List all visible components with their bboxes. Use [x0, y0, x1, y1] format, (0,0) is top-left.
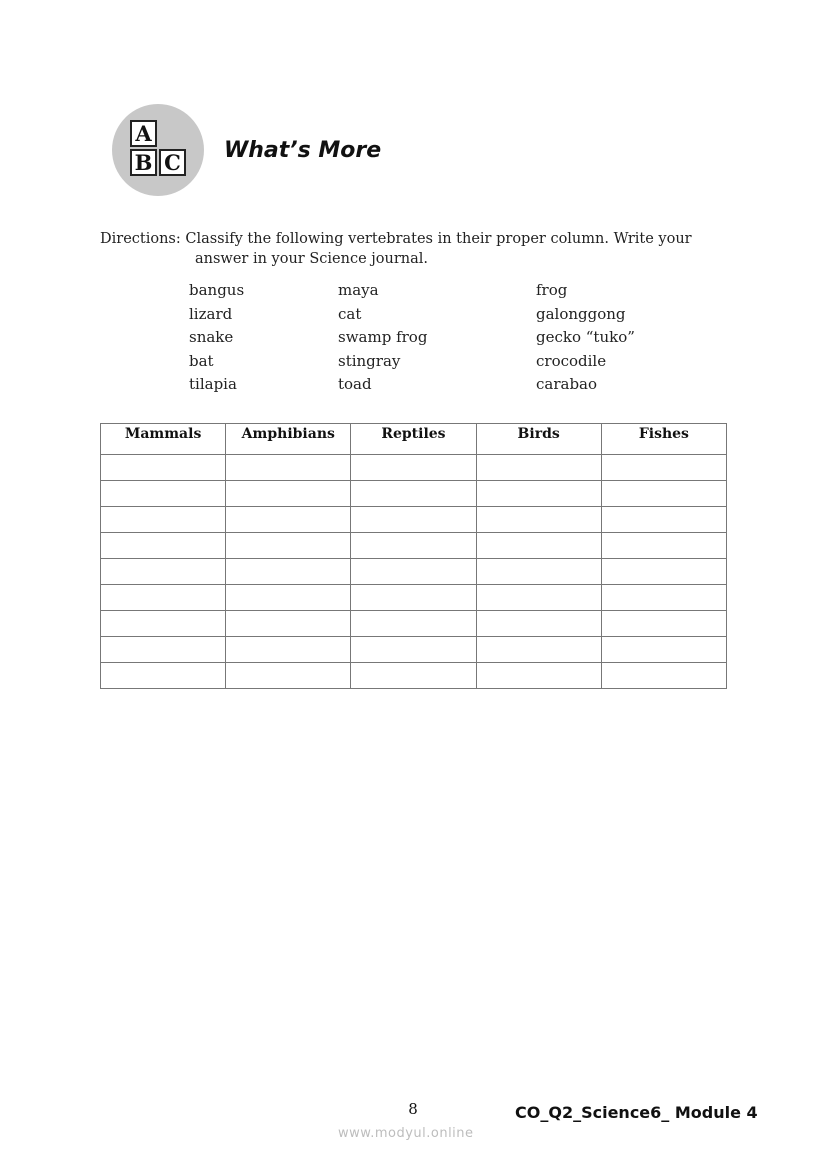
word-item: toad: [338, 375, 372, 394]
letter-block-c: C: [159, 149, 186, 176]
word-item: maya: [338, 281, 379, 299]
answer-cell: [351, 585, 476, 611]
section-title: What’s More: [224, 138, 382, 163]
answer-cell: [101, 637, 226, 663]
table-row: [101, 481, 727, 507]
answer-cell: [101, 585, 226, 611]
answer-cell: [601, 533, 726, 559]
answer-cell: [601, 585, 726, 611]
word-item: snake: [189, 328, 234, 347]
answer-cell: [101, 611, 226, 637]
word-item: galonggong: [536, 304, 626, 323]
answer-cell: [476, 481, 601, 507]
answer-cell: [226, 481, 351, 507]
answer-cell: [101, 559, 226, 585]
answer-cell: [101, 533, 226, 559]
answer-cell: [101, 481, 226, 507]
answer-cell: [226, 455, 351, 481]
answer-cell: [101, 455, 226, 481]
answer-cell: [226, 585, 351, 611]
word-item: bat: [189, 351, 214, 370]
header-fishes: Fishes: [601, 424, 726, 455]
table-row: [101, 611, 727, 637]
header-amphibians: Amphibians: [226, 424, 351, 455]
word-item: swamp frog: [338, 328, 428, 347]
answer-cell: [101, 507, 226, 533]
answer-cell: [476, 663, 601, 689]
answer-cell: [101, 663, 226, 689]
answer-cell: [601, 637, 726, 663]
answer-cell: [226, 637, 351, 663]
answer-cell: [226, 559, 351, 585]
word-item: frog: [536, 281, 568, 299]
answer-cell: [476, 585, 601, 611]
word-item: tilapia: [189, 375, 237, 394]
answer-cell: [476, 455, 601, 481]
answer-cell: [351, 507, 476, 533]
directions-line-1: Directions: Classify the following vertebrates in their proper column. Write your: [100, 231, 692, 247]
answer-cell: [226, 663, 351, 689]
directions-line-2: answer in your Science journal.: [195, 251, 428, 267]
answer-cell: [601, 663, 726, 689]
answer-cell: [476, 507, 601, 533]
directions: [100, 229, 730, 269]
answer-cell: [601, 481, 726, 507]
answer-cell: [226, 507, 351, 533]
table-row: [101, 663, 727, 689]
answer-cell: [351, 663, 476, 689]
answer-cell: [601, 455, 726, 481]
table-row: [101, 533, 727, 559]
module-code: CO_Q2_Science6_ Module 4: [515, 1103, 758, 1122]
answer-cell: [351, 611, 476, 637]
abc-blocks-logo: [112, 104, 204, 196]
answer-cell: [226, 611, 351, 637]
table-row: [101, 559, 727, 585]
word-column-1: [189, 279, 244, 397]
answer-cell: [351, 455, 476, 481]
answer-cell: [351, 533, 476, 559]
answer-cell: [351, 559, 476, 585]
answer-cell: [476, 559, 601, 585]
table-row: [101, 637, 727, 663]
page-number: 8: [408, 1100, 418, 1118]
word-item: stingray: [338, 351, 401, 370]
answer-cell: [601, 559, 726, 585]
header-birds: Birds: [476, 424, 601, 455]
word-column-3: [536, 279, 635, 397]
header-reptiles: Reptiles: [351, 424, 476, 455]
word-item: carabao: [536, 375, 598, 394]
word-item: crocodile: [536, 351, 607, 370]
header-mammals: Mammals: [101, 424, 226, 455]
table-row: [101, 507, 727, 533]
word-column-2: [338, 279, 427, 397]
word-item: cat: [338, 304, 362, 323]
vertebrate-word-list: [189, 279, 669, 399]
answer-cell: [351, 637, 476, 663]
answer-cell: [351, 481, 476, 507]
answer-cell: [476, 637, 601, 663]
letter-block-b: B: [130, 149, 157, 176]
table-body: [101, 455, 727, 689]
word-item: bangus: [189, 281, 245, 299]
answer-cell: [601, 611, 726, 637]
table-row: [101, 455, 727, 481]
word-item: lizard: [189, 304, 233, 323]
classification-table: [100, 423, 727, 689]
table-row: [101, 585, 727, 611]
answer-cell: [476, 533, 601, 559]
answer-cell: [476, 611, 601, 637]
answer-cell: [226, 533, 351, 559]
table-header-row: [101, 424, 727, 455]
watermark: www.modyul.online: [338, 1126, 474, 1141]
word-item: gecko “tuko”: [536, 328, 635, 347]
answer-cell: [601, 507, 726, 533]
letter-block-a: A: [130, 120, 157, 147]
